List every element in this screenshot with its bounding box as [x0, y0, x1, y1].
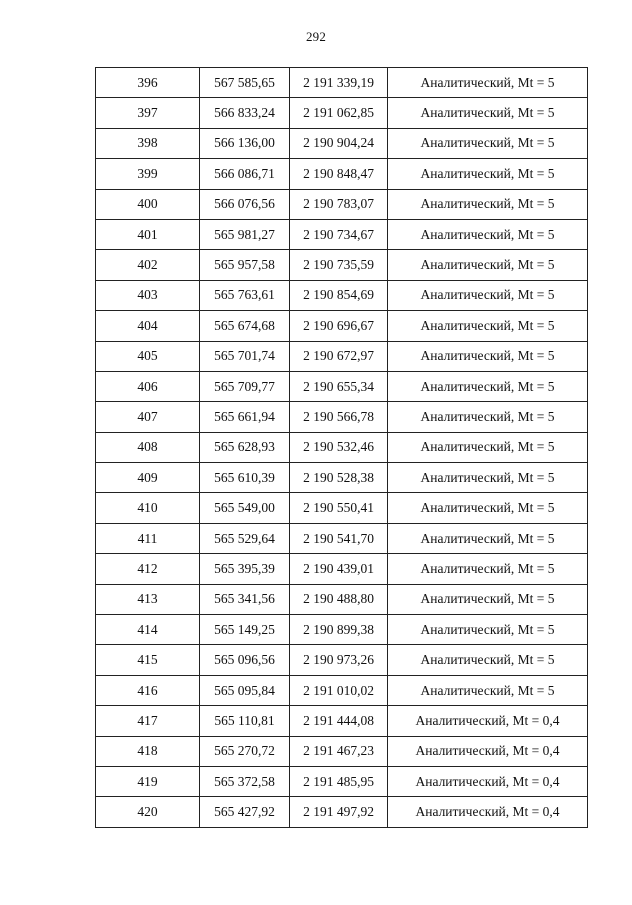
point-number-cell: 414 [96, 615, 200, 645]
x-coordinate-cell: 566 076,56 [200, 189, 290, 219]
point-number-cell: 400 [96, 189, 200, 219]
y-coordinate-cell: 2 191 339,19 [290, 68, 388, 98]
y-coordinate-cell: 2 191 485,95 [290, 766, 388, 796]
point-number-cell: 419 [96, 766, 200, 796]
x-coordinate-cell: 565 270,72 [200, 736, 290, 766]
y-coordinate-cell: 2 191 062,85 [290, 98, 388, 128]
y-coordinate-cell: 2 190 439,01 [290, 554, 388, 584]
y-coordinate-cell: 2 191 444,08 [290, 706, 388, 736]
method-cell: Аналитический, Mt = 5 [388, 280, 588, 310]
table-row [96, 645, 588, 675]
method-cell: Аналитический, Mt = 5 [388, 250, 588, 280]
table-row [96, 98, 588, 128]
y-coordinate-cell: 2 190 854,69 [290, 280, 388, 310]
y-coordinate-cell: 2 190 735,59 [290, 250, 388, 280]
method-cell: Аналитический, Mt = 5 [388, 675, 588, 705]
x-coordinate-cell: 565 095,84 [200, 675, 290, 705]
point-number-cell: 404 [96, 311, 200, 341]
point-number-cell: 405 [96, 341, 200, 371]
point-number-cell: 411 [96, 523, 200, 553]
point-number-cell: 397 [96, 98, 200, 128]
x-coordinate-cell: 567 585,65 [200, 68, 290, 98]
x-coordinate-cell: 565 709,77 [200, 371, 290, 401]
method-cell: Аналитический, Mt = 5 [388, 615, 588, 645]
method-cell: Аналитический, Mt = 0,4 [388, 736, 588, 766]
y-coordinate-cell: 2 190 899,38 [290, 615, 388, 645]
table-row [96, 68, 588, 98]
point-number-cell: 416 [96, 675, 200, 705]
y-coordinate-cell: 2 190 783,07 [290, 189, 388, 219]
method-cell: Аналитический, Mt = 5 [388, 554, 588, 584]
point-number-cell: 399 [96, 159, 200, 189]
method-cell: Аналитический, Mt = 5 [388, 189, 588, 219]
method-cell: Аналитический, Mt = 5 [388, 98, 588, 128]
table-row [96, 341, 588, 371]
point-number-cell: 408 [96, 432, 200, 462]
page-number: 292 [305, 29, 327, 44]
method-cell: Аналитический, Mt = 5 [388, 584, 588, 614]
method-cell: Аналитический, Mt = 5 [388, 463, 588, 493]
y-coordinate-cell: 2 190 904,24 [290, 128, 388, 158]
point-number-cell: 401 [96, 219, 200, 249]
point-number-cell: 412 [96, 554, 200, 584]
x-coordinate-cell: 565 981,27 [200, 219, 290, 249]
point-number-cell: 410 [96, 493, 200, 523]
table-row [96, 523, 588, 553]
x-coordinate-cell: 566 833,24 [200, 98, 290, 128]
table-row [96, 219, 588, 249]
x-coordinate-cell: 565 628,93 [200, 432, 290, 462]
method-cell: Аналитический, Mt = 5 [388, 128, 588, 158]
y-coordinate-cell: 2 190 973,26 [290, 645, 388, 675]
x-coordinate-cell: 565 096,56 [200, 645, 290, 675]
table-row [96, 463, 588, 493]
y-coordinate-cell: 2 190 655,34 [290, 371, 388, 401]
method-cell: Аналитический, Mt = 5 [388, 219, 588, 249]
y-coordinate-cell: 2 190 532,46 [290, 432, 388, 462]
point-number-cell: 417 [96, 706, 200, 736]
table-row [96, 493, 588, 523]
x-coordinate-cell: 565 529,64 [200, 523, 290, 553]
table-row [96, 189, 588, 219]
y-coordinate-cell: 2 190 848,47 [290, 159, 388, 189]
y-coordinate-cell: 2 190 566,78 [290, 402, 388, 432]
point-number-cell: 398 [96, 128, 200, 158]
x-coordinate-cell: 565 372,58 [200, 766, 290, 796]
table-row [96, 159, 588, 189]
table-row [96, 250, 588, 280]
table-row [96, 615, 588, 645]
y-coordinate-cell: 2 190 541,70 [290, 523, 388, 553]
table-row [96, 706, 588, 736]
y-coordinate-cell: 2 190 528,38 [290, 463, 388, 493]
table-row [96, 554, 588, 584]
method-cell: Аналитический, Mt = 5 [388, 341, 588, 371]
y-coordinate-cell: 2 190 488,80 [290, 584, 388, 614]
x-coordinate-cell: 565 149,25 [200, 615, 290, 645]
x-coordinate-cell: 565 701,74 [200, 341, 290, 371]
table-row [96, 311, 588, 341]
point-number-cell: 403 [96, 280, 200, 310]
x-coordinate-cell: 565 395,39 [200, 554, 290, 584]
point-number-cell: 418 [96, 736, 200, 766]
table-row [96, 736, 588, 766]
x-coordinate-cell: 565 341,56 [200, 584, 290, 614]
table-row [96, 402, 588, 432]
table-row [96, 371, 588, 401]
method-cell: Аналитический, Mt = 5 [388, 68, 588, 98]
coordinates-table-body [96, 68, 588, 828]
table-row [96, 128, 588, 158]
table-row [96, 766, 588, 796]
point-number-cell: 396 [96, 68, 200, 98]
y-coordinate-cell: 2 191 497,92 [290, 797, 388, 827]
x-coordinate-cell: 565 110,81 [200, 706, 290, 736]
method-cell: Аналитический, Mt = 5 [388, 371, 588, 401]
x-coordinate-cell: 565 957,58 [200, 250, 290, 280]
y-coordinate-cell: 2 190 550,41 [290, 493, 388, 523]
y-coordinate-cell: 2 191 010,02 [290, 675, 388, 705]
coordinates-table [95, 67, 588, 828]
table-row [96, 675, 588, 705]
point-number-cell: 415 [96, 645, 200, 675]
y-coordinate-cell: 2 190 696,67 [290, 311, 388, 341]
method-cell: Аналитический, Mt = 5 [388, 432, 588, 462]
x-coordinate-cell: 565 427,92 [200, 797, 290, 827]
point-number-cell: 420 [96, 797, 200, 827]
point-number-cell: 407 [96, 402, 200, 432]
method-cell: Аналитический, Mt = 0,4 [388, 706, 588, 736]
method-cell: Аналитический, Mt = 0,4 [388, 766, 588, 796]
method-cell: Аналитический, Mt = 5 [388, 159, 588, 189]
table-row [96, 797, 588, 827]
y-coordinate-cell: 2 191 467,23 [290, 736, 388, 766]
point-number-cell: 402 [96, 250, 200, 280]
x-coordinate-cell: 566 136,00 [200, 128, 290, 158]
method-cell: Аналитический, Mt = 5 [388, 311, 588, 341]
x-coordinate-cell: 566 086,71 [200, 159, 290, 189]
x-coordinate-cell: 565 674,68 [200, 311, 290, 341]
x-coordinate-cell: 565 549,00 [200, 493, 290, 523]
point-number-cell: 413 [96, 584, 200, 614]
x-coordinate-cell: 565 763,61 [200, 280, 290, 310]
table-row [96, 432, 588, 462]
x-coordinate-cell: 565 610,39 [200, 463, 290, 493]
y-coordinate-cell: 2 190 734,67 [290, 219, 388, 249]
x-coordinate-cell: 565 661,94 [200, 402, 290, 432]
method-cell: Аналитический, Mt = 5 [388, 493, 588, 523]
method-cell: Аналитический, Mt = 0,4 [388, 797, 588, 827]
point-number-cell: 409 [96, 463, 200, 493]
point-number-cell: 406 [96, 371, 200, 401]
method-cell: Аналитический, Mt = 5 [388, 645, 588, 675]
method-cell: Аналитический, Mt = 5 [388, 523, 588, 553]
method-cell: Аналитический, Mt = 5 [388, 402, 588, 432]
table-row [96, 280, 588, 310]
table-row [96, 584, 588, 614]
y-coordinate-cell: 2 190 672,97 [290, 341, 388, 371]
